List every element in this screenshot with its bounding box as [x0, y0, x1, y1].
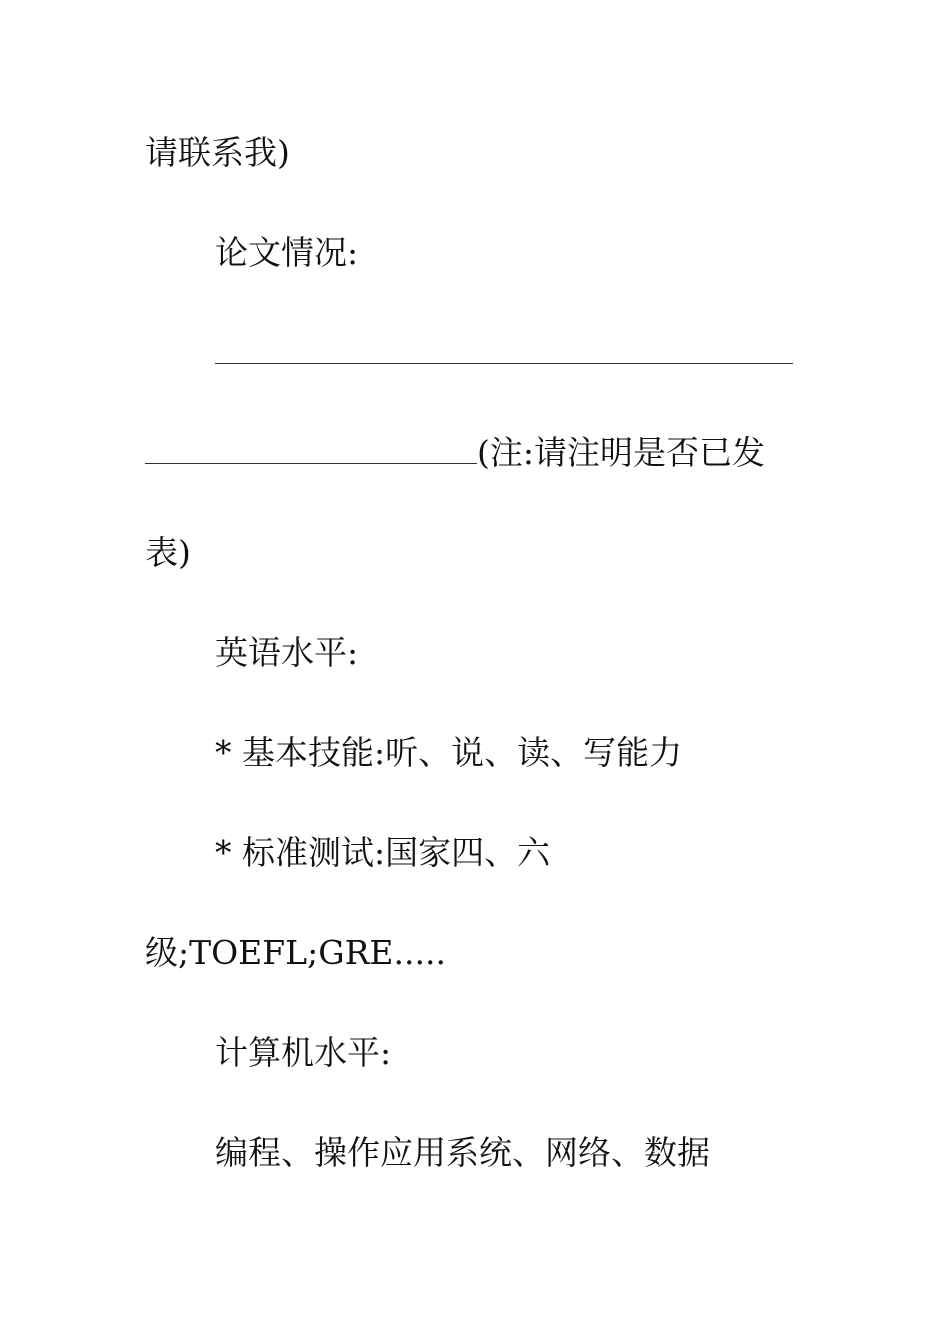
english-standard-tests-continuation: 级;TOEFL;GRE..... [145, 933, 446, 972]
thesis-blank-underline [215, 333, 793, 364]
computer-skills-list: 编程、操作应用系统、网络、数据 [215, 1133, 710, 1172]
publication-note: (注:请注明是否已发 [477, 433, 765, 472]
thesis-blank-underline-2[interactable] [145, 433, 477, 464]
thesis-blank-line-2 [145, 428, 805, 478]
english-basic-skills: * 基本技能:听、说、读、写能力 [215, 733, 683, 772]
thesis-heading: 论文情况: [215, 233, 359, 272]
english-standard-tests: * 标准测试:国家四、六 [215, 833, 551, 872]
computer-level-heading: 计算机水平: [215, 1033, 392, 1072]
thesis-blank-line-1[interactable] [215, 328, 805, 378]
publication-note-continuation: 表) [145, 533, 191, 572]
contact-note-continuation: 请联系我) [145, 133, 290, 172]
english-level-heading: 英语水平: [215, 633, 359, 672]
